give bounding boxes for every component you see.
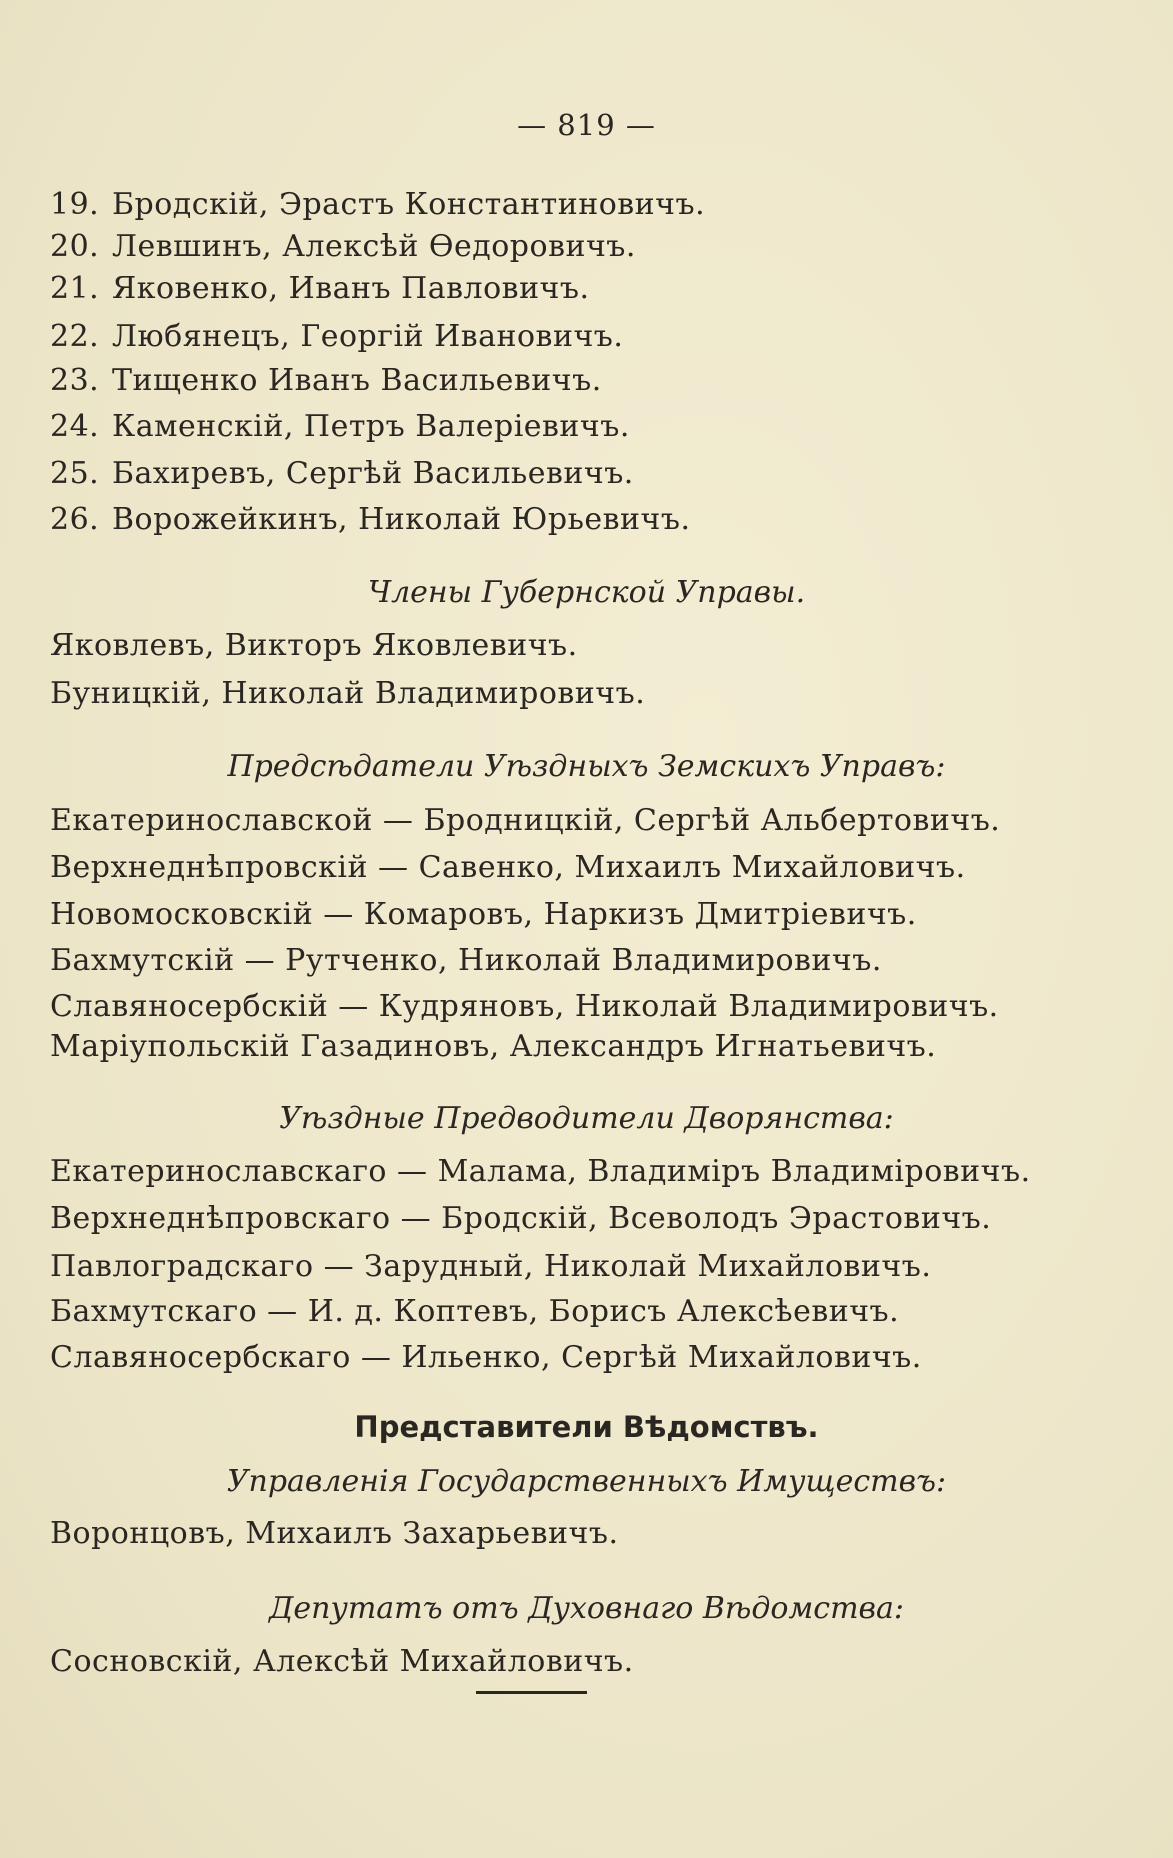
list-item: [50, 186, 705, 224]
item-number: 24.: [50, 409, 100, 444]
list-item: [50, 318, 623, 356]
list-item: Новомосковскій — Комаровъ, Наркизъ Дмитріевичъ.: [50, 897, 917, 932]
item-number: 26.: [50, 502, 100, 537]
closing-rule: [476, 1691, 587, 1694]
section-heading: Члены Губернской Управы.: [367, 575, 806, 610]
member-name: Левшинъ, Алексѣй Ѳедоровичъ.: [112, 229, 636, 264]
list-item: Бахмутскій — Рутченко, Николай Владимировичъ.: [50, 943, 882, 978]
list-item: Славяносербскаго — Ильенко, Сергѣй Михайловичъ.: [50, 1340, 922, 1375]
list-item: Яковлевъ, Викторъ Яковлевичъ.: [50, 628, 578, 663]
list-item: [50, 501, 691, 539]
section-heading: Предсѣдатели Уѣздныхъ Земскихъ Управъ:: [227, 749, 946, 784]
member-name: Тищенко Иванъ Васильевичъ.: [112, 363, 602, 398]
list-item: Бахмутскаго — И. д. Коптевъ, Борисъ Алексѣевичъ.: [50, 1294, 900, 1329]
member-name: Любянецъ, Георгій Ивановичъ.: [112, 319, 624, 354]
list-item: Маріупольскій Газадиновъ, Александръ Игнатьевичъ.: [50, 1029, 937, 1064]
item-number: 25.: [50, 456, 100, 491]
list-item: Сосновскій, Алексѣй Михайловичъ.: [50, 1644, 634, 1679]
list-item: [50, 228, 636, 266]
list-item: [50, 408, 630, 446]
item-number: 23.: [50, 363, 100, 398]
member-name: Бахиревъ, Сергѣй Васильевичъ.: [112, 456, 634, 491]
list-item: Верхнеднѣпровскаго — Бродскій, Всеволодъ Эрастовичъ.: [50, 1201, 992, 1236]
member-name: Яковенко, Иванъ Павловичъ.: [112, 271, 590, 306]
list-item: [50, 362, 602, 400]
section-heading: Уѣздные Предводители Дворянства:: [279, 1101, 894, 1136]
list-item: [50, 455, 634, 493]
list-item: Буницкій, Николай Владимировичъ.: [50, 676, 646, 711]
list-item: Екатеринославскаго — Малама, Владиміръ Владиміровичъ.: [50, 1154, 1031, 1189]
item-number: 19.: [50, 187, 100, 222]
list-item: Екатеринославской — Бродницкій, Сергѣй Альбертовичъ.: [50, 803, 1001, 838]
list-item: Славяносербскій — Кудряновъ, Николай Владимировичъ.: [50, 989, 999, 1024]
representatives-title: Представители Вѣдомствъ.: [354, 1410, 819, 1444]
item-number: 21.: [50, 271, 100, 306]
member-name: Каменскій, Петръ Валеріевичъ.: [112, 409, 630, 444]
list-item: Верхнеднѣпровскій — Савенко, Михаилъ Михайловичъ.: [50, 850, 966, 885]
section-heading: Управленія Государственныхъ Имуществъ:: [226, 1464, 947, 1499]
item-number: 20.: [50, 229, 100, 264]
member-name: Бродскій, Эрастъ Константиновичъ.: [112, 187, 706, 222]
list-item: Павлоградскаго — Зарудный, Николай Михайловичъ.: [50, 1249, 932, 1284]
list-item: [50, 270, 590, 308]
list-item: Воронцовъ, Михаилъ Захарьевичъ.: [50, 1516, 619, 1551]
item-number: 22.: [50, 319, 100, 354]
section-heading: Депутатъ отъ Духовнаго Вѣдомства:: [268, 1591, 905, 1626]
page-number: — 819 —: [517, 108, 656, 142]
member-name: Ворожейкинъ, Николай Юрьевичъ.: [112, 502, 691, 537]
